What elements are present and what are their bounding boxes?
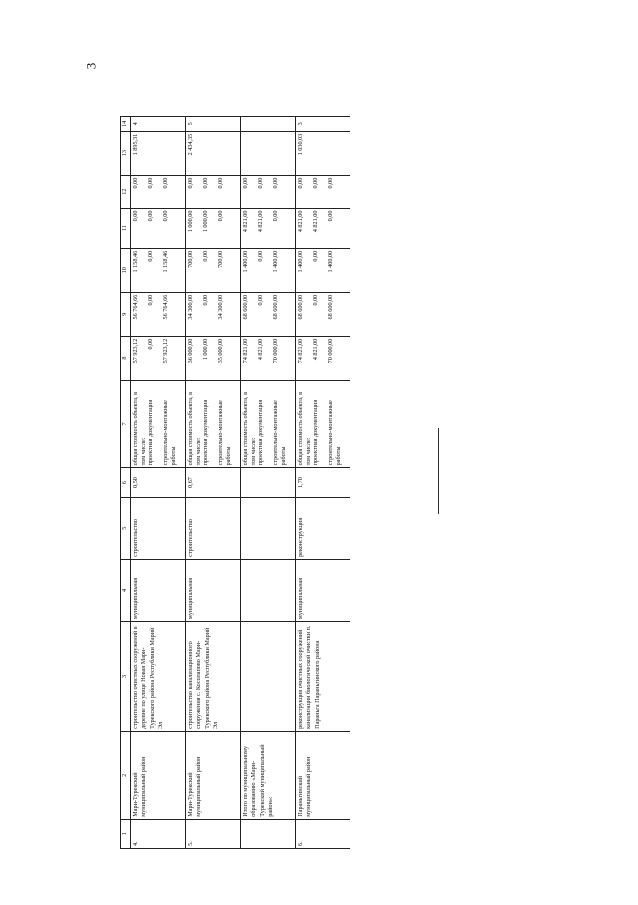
capacity-value: [241, 468, 296, 497]
municipal-funds: [131, 208, 186, 248]
republic-funds: [186, 248, 241, 292]
total-cost-line: 4 821,00: [312, 338, 319, 361]
indicator-value-text: 1 030,03: [297, 133, 304, 156]
district-name-text: Итого по муниципальному образованию «Мари-Турекский муниципальный район»:: [242, 744, 275, 817]
municipal-funds-line: 1 000,00: [202, 210, 209, 233]
municipal-funds: [241, 208, 296, 248]
other-funds-line: 0,00: [272, 177, 279, 189]
indicator-value: [296, 131, 351, 175]
column-number-7: 7: [121, 380, 131, 468]
table-row: [131, 117, 186, 849]
cost-breakdown-line: проектная документация: [312, 399, 319, 466]
ownership-form-text: муниципальная: [187, 577, 194, 620]
total-cost-line: 74 821,00: [297, 338, 304, 364]
priority-number: [131, 117, 186, 132]
municipal-funds: [296, 208, 351, 248]
row-number: [296, 819, 351, 848]
republic-funds-line: 0,00: [147, 250, 154, 262]
republic-funds-line: 1 400,00: [327, 250, 334, 273]
total-cost-line: 35 000,00: [217, 338, 224, 364]
row-number: [131, 819, 186, 848]
federal-funds-line: 34 300,00: [217, 294, 224, 320]
total-cost-line: 0,00: [147, 338, 154, 350]
other-funds-line: 0,00: [147, 177, 154, 189]
other-funds: [241, 175, 296, 208]
republic-funds-line: 1 400,00: [272, 250, 279, 273]
capacity-value-text: 1,70: [297, 477, 304, 488]
cost-breakdown-line: общая стоимость объекта, в том числе:: [187, 391, 203, 466]
priority-number-text: 4: [132, 122, 139, 126]
district-name-text: Мари-Турекский муниципальный район: [132, 756, 148, 817]
object-description-text: строительство очистных сооружений в деревне по улице Новая Мари-Турекского района Республики Марий Эл: [132, 626, 165, 729]
ownership-form: [131, 559, 186, 621]
indicator-value-text: 1 895,31: [132, 133, 139, 156]
column-number-8: 8: [121, 336, 131, 380]
other-funds-line: 0,00: [297, 177, 304, 189]
object-description: [131, 622, 186, 732]
table-row: [186, 117, 241, 849]
republic-funds: [131, 248, 186, 292]
total-cost: [186, 336, 241, 380]
table-row: [241, 117, 296, 849]
republic-funds-line: 1 158,46: [132, 250, 139, 273]
row-number-text: 4.: [132, 841, 139, 846]
republic-funds-line: 0,00: [312, 250, 319, 262]
total-cost-line: 4 821,00: [257, 338, 264, 361]
other-funds: [186, 175, 241, 208]
column-number-6: 6: [121, 468, 131, 497]
other-funds-line: 0,00: [202, 177, 209, 189]
republic-funds-line: 700,00: [217, 250, 224, 268]
other-funds-line: 0,00: [217, 177, 224, 189]
object-description: [186, 622, 241, 732]
cost-breakdown: [131, 380, 186, 468]
republic-funds-line: 0,00: [202, 250, 209, 262]
federal-funds: [296, 292, 351, 336]
ownership-form-text: муниципальная: [297, 577, 304, 620]
total-cost-line: 70 000,00: [327, 338, 334, 364]
other-funds: [296, 175, 351, 208]
indicator-value-text: 2 434,35: [187, 133, 194, 156]
ownership-form: [296, 559, 351, 621]
priority-number-text: 5: [187, 122, 194, 126]
column-number-14: 14: [121, 117, 131, 132]
federal-funds-line: 68 600,00: [272, 294, 279, 320]
total-cost: [131, 336, 186, 380]
republic-funds-line: 0,00: [257, 250, 264, 262]
work-type: [131, 497, 186, 559]
work-type: [241, 497, 296, 559]
cost-breakdown-line: проектная документация: [257, 399, 264, 466]
municipal-funds-line: 0,00: [327, 210, 334, 222]
capacity-value: [186, 468, 241, 497]
column-number-5: 5: [121, 497, 131, 559]
federal-funds-line: 0,00: [147, 294, 154, 306]
table-row: [296, 117, 351, 849]
cost-breakdown-line: строительно-монтажные работы: [162, 400, 178, 466]
district-name: [131, 731, 186, 819]
cost-breakdown-line: строительно-монтажные работы: [217, 400, 233, 466]
column-number-2: 2: [121, 731, 131, 819]
cost-breakdown: [241, 380, 296, 468]
cost-breakdown-line: общая стоимость объекта, в том числе:: [242, 391, 258, 466]
row-number-text: 5.: [187, 841, 194, 846]
column-number-11: 11: [121, 208, 131, 248]
indicator-value: [186, 131, 241, 175]
indicator-value: [131, 131, 186, 175]
district-name: [296, 731, 351, 819]
municipal-funds-line: 0,00: [162, 210, 169, 222]
cost-breakdown-line: строительно-монтажные работы: [272, 400, 288, 466]
republic-funds: [241, 248, 296, 292]
federal-funds-line: 0,00: [202, 294, 209, 306]
district-name-text: Параньгинский муниципальный район: [297, 756, 313, 817]
republic-funds: [296, 248, 351, 292]
federal-funds: [241, 292, 296, 336]
object-description: [241, 622, 296, 732]
municipal-funds-line: 4 821,00: [242, 210, 249, 233]
work-type-text: реконструкция: [297, 517, 304, 557]
table-body: [131, 117, 351, 849]
district-name: [241, 731, 296, 819]
total-cost-line: 70 000,00: [272, 338, 279, 364]
column-number-12: 12: [121, 175, 131, 208]
district-name: [186, 731, 241, 819]
republic-funds-line: 1 158,46: [162, 250, 169, 273]
total-cost-line: 36 000,00: [187, 338, 194, 364]
column-number-13: 13: [121, 131, 131, 175]
object-description-text: строительство канализационного сооружения с. Косолапово Мари-Турекского района Республики Марий Эл: [187, 627, 220, 729]
capacity-value: [131, 468, 186, 497]
work-type: [186, 497, 241, 559]
total-cost: [241, 336, 296, 380]
cost-breakdown-line: общая стоимость объекта, в том числе:: [297, 391, 313, 466]
ownership-form-text: муниципальная: [132, 577, 139, 620]
column-number-1: 1: [121, 819, 131, 848]
cost-breakdown-line: проектная документация: [147, 399, 154, 466]
cost-breakdown-line: проектная документация: [202, 399, 209, 466]
other-funds-line: 0,00: [327, 177, 334, 189]
other-funds-line: 0,00: [242, 177, 249, 189]
federal-funds-line: 0,00: [312, 294, 319, 306]
republic-funds-line: 700,00: [187, 250, 194, 268]
municipal-funds-line: 1 000,00: [187, 210, 194, 233]
district-name-text: Мари-Турекский муниципальный район: [187, 756, 203, 817]
work-type-text: строительство: [187, 519, 194, 557]
other-funds-line: 0,00: [312, 177, 319, 189]
capacity-value-text: 0,67: [187, 477, 194, 488]
priority-number: [241, 117, 296, 132]
cost-breakdown-line: общая стоимость объекта, в том числе:: [132, 391, 148, 466]
priority-number-text: 3: [297, 122, 304, 126]
column-number-4: 4: [121, 559, 131, 621]
closing-rule: [438, 428, 439, 514]
federal-funds-line: 68 600,00: [297, 294, 304, 320]
federal-funds-line: 68 600,00: [242, 294, 249, 320]
federal-funds-line: 56 764,66: [162, 294, 169, 320]
priority-number: [296, 117, 351, 132]
municipal-funds: [186, 208, 241, 248]
federal-funds: [186, 292, 241, 336]
federal-funds-line: 56 764,66: [132, 294, 139, 320]
municipal-funds-line: 0,00: [272, 210, 279, 222]
other-funds-line: 0,00: [257, 177, 264, 189]
municipal-funds-line: 0,00: [147, 210, 154, 222]
total-cost-line: 1 000,00: [202, 338, 209, 361]
ownership-form: [186, 559, 241, 621]
other-funds-line: 0,00: [187, 177, 194, 189]
column-number-row: [121, 117, 131, 849]
municipal-funds-line: 0,00: [132, 210, 139, 222]
priority-number: [186, 117, 241, 132]
other-funds: [131, 175, 186, 208]
cost-breakdown: [296, 380, 351, 468]
object-description: [296, 622, 351, 732]
row-number-text: 6.: [297, 841, 304, 846]
work-type: [296, 497, 351, 559]
municipal-funds-line: 4 821,00: [297, 210, 304, 233]
total-cost: [296, 336, 351, 380]
work-type-text: строительство: [132, 519, 139, 557]
municipal-funds-line: 4 821,00: [257, 210, 264, 233]
cost-breakdown: [186, 380, 241, 468]
rotated-table-content: [120, 116, 520, 849]
object-description-text: реконструкция очистных сооружений канализации биологической очистки п. Параньга Параньгинского района: [297, 625, 321, 729]
republic-funds-line: 1 400,00: [297, 250, 304, 273]
cost-breakdown-line: строительно-монтажные работы: [327, 400, 343, 466]
federal-funds-line: 34 300,00: [187, 294, 194, 320]
column-number-10: 10: [121, 248, 131, 292]
row-number: [241, 819, 296, 848]
total-cost-line: 57 923,12: [162, 338, 169, 364]
objects-table: [120, 116, 350, 849]
federal-funds: [131, 292, 186, 336]
federal-funds-line: 0,00: [257, 294, 264, 306]
column-number-9: 9: [121, 292, 131, 336]
municipal-funds-line: 4 821,00: [312, 210, 319, 233]
indicator-value: [241, 131, 296, 175]
total-cost-line: 74 821,00: [242, 338, 249, 364]
republic-funds-line: 1 400,00: [242, 250, 249, 273]
capacity-value-text: 0,50: [132, 477, 139, 488]
ownership-form: [241, 559, 296, 621]
other-funds-line: 0,00: [162, 177, 169, 189]
column-number-3: 3: [121, 622, 131, 732]
capacity-value: [296, 468, 351, 497]
rotated-table-container: [120, 116, 520, 849]
page-number: 3: [83, 62, 99, 70]
other-funds-line: 0,00: [132, 177, 139, 189]
row-number: [186, 819, 241, 848]
federal-funds-line: 68 600,00: [327, 294, 334, 320]
total-cost-line: 57 923,12: [132, 338, 139, 364]
municipal-funds-line: 0,00: [217, 210, 224, 222]
